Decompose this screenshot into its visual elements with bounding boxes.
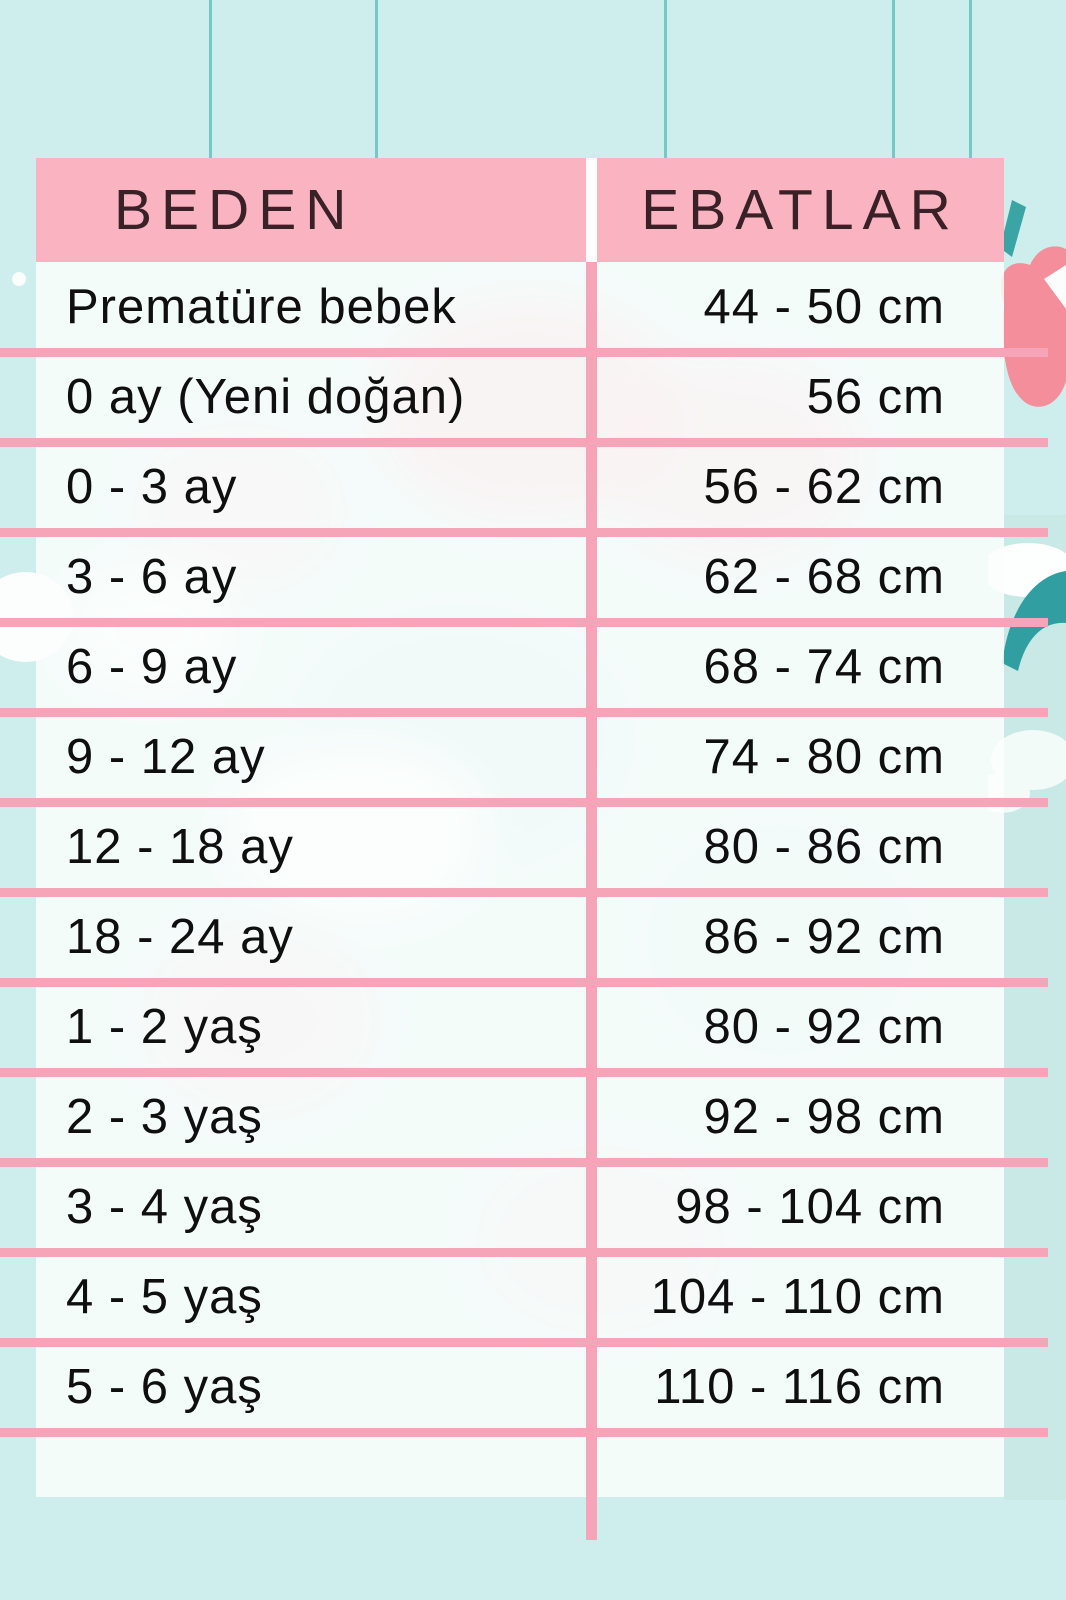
empty-row (36, 1432, 1004, 1497)
table-row (36, 712, 1004, 802)
table-header (36, 158, 1004, 262)
table-row (36, 1072, 1004, 1162)
size-label: 6 - 9 ay (66, 640, 238, 694)
size-label: 0 ay (Yeni doğan) (66, 370, 466, 424)
size-label: Prematüre bebek (66, 280, 457, 334)
table-row (36, 622, 1004, 712)
table-row (36, 982, 1004, 1072)
size-range: 86 - 92 cm (703, 910, 945, 964)
table-row (36, 262, 1004, 352)
size-range: 110 - 116 cm (654, 1360, 945, 1414)
size-range: 68 - 74 cm (703, 640, 945, 694)
size-label: 0 - 3 ay (66, 460, 238, 514)
table-row (36, 1162, 1004, 1252)
table-row (36, 442, 1004, 532)
size-range: 104 - 110 cm (650, 1270, 945, 1324)
size-range: 74 - 80 cm (703, 730, 945, 784)
size-range: 56 cm (806, 370, 945, 424)
size-range: 56 - 62 cm (703, 460, 945, 514)
header-ebatlar: EBATLAR (597, 158, 1004, 262)
column-divider (586, 262, 597, 1540)
header-divider (586, 158, 597, 262)
size-range: 80 - 86 cm (703, 820, 945, 874)
size-label: 12 - 18 ay (66, 820, 294, 874)
size-range: 92 - 98 cm (703, 1090, 945, 1144)
size-label: 3 - 4 yaş (66, 1180, 263, 1234)
table-row (36, 532, 1004, 622)
guide-line (375, 0, 378, 158)
table-row (36, 352, 1004, 442)
guide-line (892, 0, 895, 158)
table-row (36, 802, 1004, 892)
size-label: 4 - 5 yaş (66, 1270, 263, 1324)
guide-line (209, 0, 212, 158)
size-label: 5 - 6 yaş (66, 1360, 263, 1414)
pink-heart-blob-decoration (1001, 246, 1066, 406)
guide-line (969, 0, 972, 158)
size-label: 1 - 2 yaş (66, 1000, 263, 1054)
table-row (36, 892, 1004, 982)
size-label: 3 - 6 ay (66, 550, 238, 604)
header-beden: BEDEN (36, 158, 586, 262)
table-row (36, 1342, 1004, 1432)
size-range: 98 - 104 cm (675, 1180, 945, 1234)
size-range: 62 - 68 cm (703, 550, 945, 604)
size-table (36, 158, 1004, 1497)
dot-decoration (12, 272, 26, 286)
table-body (36, 262, 1004, 1497)
size-label: 9 - 12 ay (66, 730, 266, 784)
size-label: 2 - 3 yaş (66, 1090, 263, 1144)
table-row (36, 1252, 1004, 1342)
size-label: 18 - 24 ay (66, 910, 294, 964)
size-range: 80 - 92 cm (703, 1000, 945, 1054)
guide-line (664, 0, 667, 158)
size-range: 44 - 50 cm (703, 280, 945, 334)
